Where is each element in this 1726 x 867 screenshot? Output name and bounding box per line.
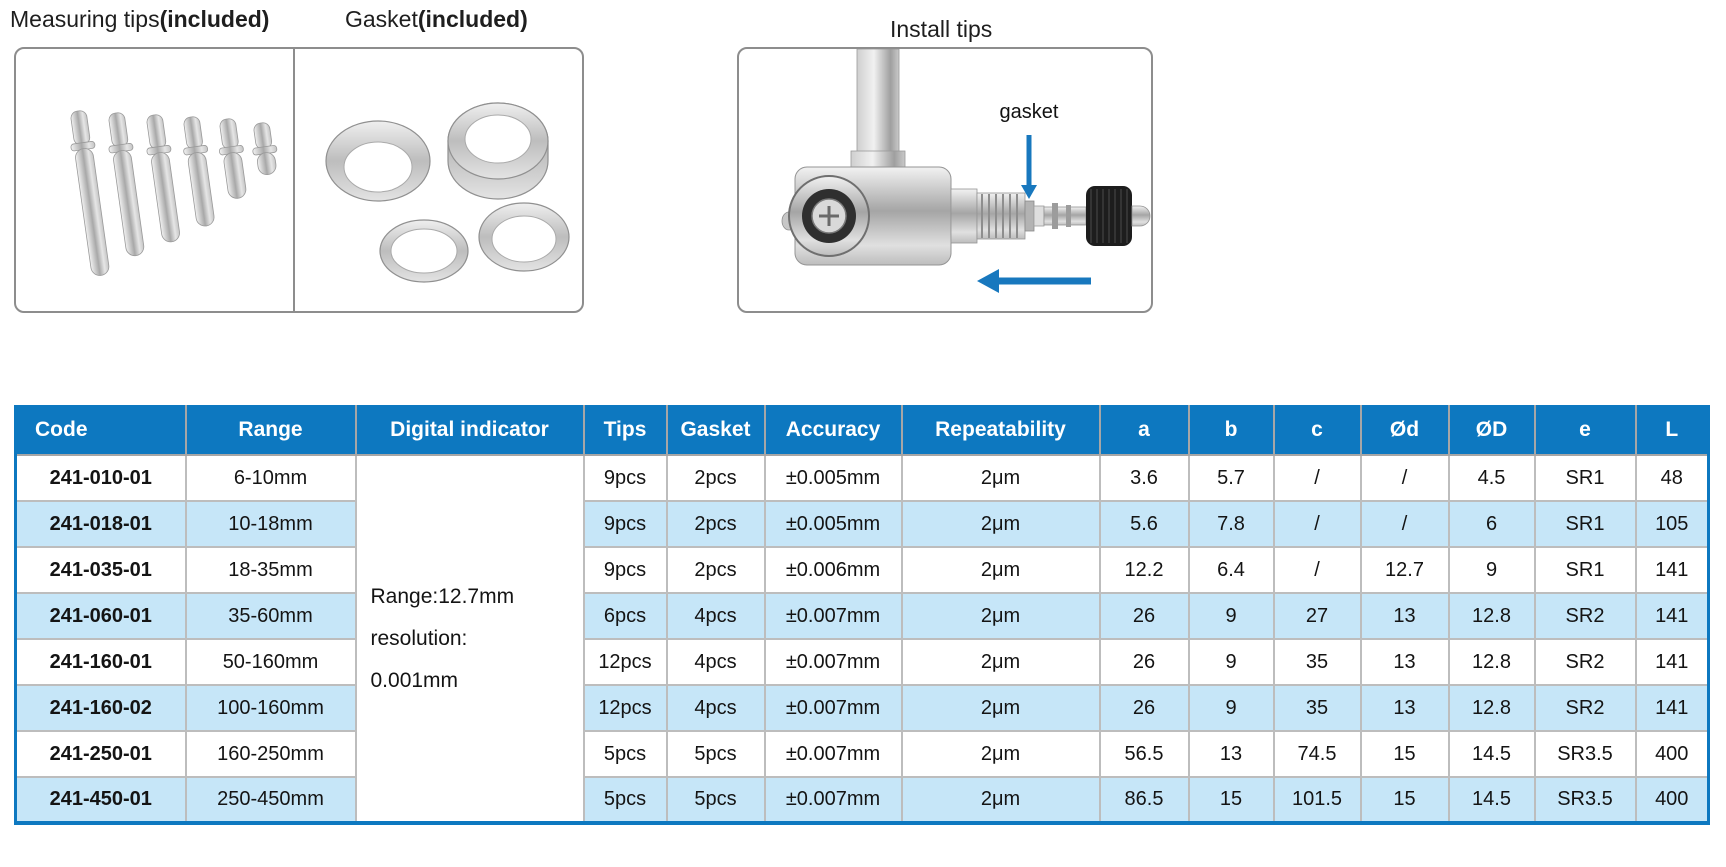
cell-code: 241-035-01	[16, 547, 186, 593]
cell-repeatability: 2μm	[902, 777, 1100, 823]
measuring-tips-photo	[16, 49, 293, 311]
cell-range: 160-250mm	[186, 731, 356, 777]
cell-od-big: 6	[1449, 501, 1535, 547]
table-header-row	[16, 405, 1709, 455]
measuring-pin	[104, 111, 148, 257]
photo-box-divider	[293, 49, 295, 311]
cell-e: SR2	[1535, 639, 1636, 685]
cell-tips: 12pcs	[584, 639, 667, 685]
cell-gasket: 4pcs	[667, 639, 765, 685]
cell-od-small: 13	[1361, 593, 1449, 639]
cell-od-small: /	[1361, 501, 1449, 547]
cell-c: /	[1274, 455, 1361, 501]
instrument-stem	[851, 49, 905, 167]
col-header-b: b	[1189, 405, 1274, 455]
cell-e: SR2	[1535, 685, 1636, 731]
col-header-range: Range	[186, 405, 356, 455]
cell-od-small: 13	[1361, 685, 1449, 731]
cell-code: 241-450-01	[16, 777, 186, 823]
cell-l: 400	[1636, 777, 1709, 823]
table-row	[16, 777, 1709, 823]
cell-od-big: 4.5	[1449, 455, 1535, 501]
col-header-gasket: Gasket	[667, 405, 765, 455]
cell-repeatability: 2μm	[902, 685, 1100, 731]
cell-od-small: 15	[1361, 731, 1449, 777]
cell-b: 5.7	[1189, 455, 1274, 501]
cell-l: 141	[1636, 593, 1709, 639]
measuring-pin	[179, 115, 218, 227]
table-row	[16, 547, 1709, 593]
cell-a: 26	[1100, 639, 1189, 685]
cell-c: 35	[1274, 639, 1361, 685]
cell-repeatability: 2μm	[902, 593, 1100, 639]
cell-od-big: 14.5	[1449, 777, 1535, 823]
cell-tips: 9pcs	[584, 501, 667, 547]
cell-range: 250-450mm	[186, 777, 356, 823]
table-row	[16, 731, 1709, 777]
gasket-ring	[326, 121, 430, 201]
cell-code: 241-160-02	[16, 685, 186, 731]
cell-b: 9	[1189, 593, 1274, 639]
table-row	[16, 593, 1709, 639]
measuring-tips-title-text: Measuring tips	[10, 6, 160, 32]
cell-accuracy: ±0.007mm	[765, 639, 902, 685]
col-header-l: L	[1636, 405, 1709, 455]
gasket-photo	[296, 49, 583, 311]
instrument-body	[782, 167, 951, 265]
col-header-e: e	[1535, 405, 1636, 455]
cell-a: 3.6	[1100, 455, 1189, 501]
table-row	[16, 501, 1709, 547]
measuring-pin	[215, 117, 250, 200]
spec-table	[14, 405, 1710, 825]
cell-c: /	[1274, 547, 1361, 593]
cell-accuracy: ±0.007mm	[765, 777, 902, 823]
cell-accuracy: ±0.007mm	[765, 685, 902, 731]
cell-code: 241-060-01	[16, 593, 186, 639]
cell-tips: 5pcs	[584, 777, 667, 823]
cell-a: 26	[1100, 685, 1189, 731]
cell-e: SR1	[1535, 455, 1636, 501]
cell-b: 6.4	[1189, 547, 1274, 593]
cell-gasket: 4pcs	[667, 685, 765, 731]
cell-gasket: 5pcs	[667, 777, 765, 823]
cell-digital-indicator: Range:12.7mm resolution: 0.001mm	[356, 455, 584, 823]
cell-od-small: /	[1361, 455, 1449, 501]
cell-od-big: 9	[1449, 547, 1535, 593]
instrument-knob	[1086, 186, 1150, 246]
cell-od-small: 12.7	[1361, 547, 1449, 593]
col-header-digital-indicator: Digital indicator	[356, 405, 584, 455]
cell-od-small: 13	[1361, 639, 1449, 685]
cell-b: 7.8	[1189, 501, 1274, 547]
cell-tips: 12pcs	[584, 685, 667, 731]
cell-e: SR1	[1535, 547, 1636, 593]
cell-gasket: 4pcs	[667, 593, 765, 639]
cell-e: SR2	[1535, 593, 1636, 639]
col-header-od-small: Ød	[1361, 405, 1449, 455]
cell-l: 141	[1636, 685, 1709, 731]
cell-od-big: 12.8	[1449, 593, 1535, 639]
cell-tips: 9pcs	[584, 455, 667, 501]
col-header-c: c	[1274, 405, 1361, 455]
install-tips-photo-box	[737, 47, 1153, 313]
cell-c: 27	[1274, 593, 1361, 639]
cell-b: 13	[1189, 731, 1274, 777]
cell-c: 74.5	[1274, 731, 1361, 777]
cell-gasket: 5pcs	[667, 731, 765, 777]
cell-gasket: 2pcs	[667, 455, 765, 501]
cell-accuracy: ±0.006mm	[765, 547, 902, 593]
cell-e: SR3.5	[1535, 731, 1636, 777]
gasket-ring	[448, 103, 548, 199]
cell-repeatability: 2μm	[902, 639, 1100, 685]
cell-od-small: 15	[1361, 777, 1449, 823]
cell-l: 141	[1636, 639, 1709, 685]
table-row	[16, 455, 1709, 501]
cell-a: 12.2	[1100, 547, 1189, 593]
gasket-ring	[380, 220, 468, 282]
measuring-pin	[66, 109, 113, 277]
cell-a: 86.5	[1100, 777, 1189, 823]
cell-range: 18-35mm	[186, 547, 356, 593]
cell-a: 56.5	[1100, 731, 1189, 777]
cell-code: 241-018-01	[16, 501, 186, 547]
gasket-title	[345, 6, 528, 33]
cell-gasket: 2pcs	[667, 501, 765, 547]
cell-accuracy: ±0.007mm	[765, 731, 902, 777]
cell-l: 400	[1636, 731, 1709, 777]
cell-range: 100-160mm	[186, 685, 356, 731]
cell-l: 105	[1636, 501, 1709, 547]
cell-accuracy: ±0.007mm	[765, 593, 902, 639]
cell-code: 241-250-01	[16, 731, 186, 777]
included-parts-photo-box	[14, 47, 584, 313]
cell-code: 241-010-01	[16, 455, 186, 501]
cell-c: 101.5	[1274, 777, 1361, 823]
cell-l: 48	[1636, 455, 1709, 501]
install-direction-arrow	[977, 269, 1091, 293]
cell-b: 15	[1189, 777, 1274, 823]
cell-od-big: 12.8	[1449, 639, 1535, 685]
cell-a: 5.6	[1100, 501, 1189, 547]
cell-range: 6-10mm	[186, 455, 356, 501]
cell-range: 10-18mm	[186, 501, 356, 547]
col-header-a: a	[1100, 405, 1189, 455]
gasket-ring	[479, 203, 569, 271]
cell-accuracy: ±0.005mm	[765, 455, 902, 501]
measuring-pin	[142, 113, 184, 243]
instrument-spindle	[1044, 203, 1086, 229]
cell-b: 9	[1189, 639, 1274, 685]
cell-range: 35-60mm	[186, 593, 356, 639]
instrument-gasket	[1025, 201, 1044, 231]
gasket-callout-label: gasket	[999, 101, 1059, 123]
table-row	[16, 685, 1709, 731]
cell-repeatability: 2μm	[902, 547, 1100, 593]
cell-b: 9	[1189, 685, 1274, 731]
cell-range: 50-160mm	[186, 639, 356, 685]
measuring-tips-title-suffix: (included)	[159, 6, 270, 32]
cell-repeatability: 2μm	[902, 731, 1100, 777]
cell-od-big: 12.8	[1449, 685, 1535, 731]
col-header-accuracy: Accuracy	[765, 405, 902, 455]
install-tips-photo	[739, 49, 1151, 311]
cell-od-big: 14.5	[1449, 731, 1535, 777]
cell-a: 26	[1100, 593, 1189, 639]
measuring-pin	[249, 121, 280, 176]
col-header-tips: Tips	[584, 405, 667, 455]
instrument-thread	[951, 189, 1025, 243]
cell-gasket: 2pcs	[667, 547, 765, 593]
cell-repeatability: 2μm	[902, 455, 1100, 501]
cell-e: SR3.5	[1535, 777, 1636, 823]
col-header-od-big: ØD	[1449, 405, 1535, 455]
col-header-repeatability: Repeatability	[902, 405, 1100, 455]
cell-tips: 6pcs	[584, 593, 667, 639]
gasket-pointer-arrow	[1021, 135, 1037, 199]
cell-tips: 5pcs	[584, 731, 667, 777]
table-row	[16, 639, 1709, 685]
cell-c: 35	[1274, 685, 1361, 731]
cell-accuracy: ±0.005mm	[765, 501, 902, 547]
cell-l: 141	[1636, 547, 1709, 593]
col-header-code: Code	[16, 405, 186, 455]
cell-tips: 9pcs	[584, 547, 667, 593]
cell-e: SR1	[1535, 501, 1636, 547]
cell-c: /	[1274, 501, 1361, 547]
gasket-title-text: Gasket	[345, 6, 418, 32]
measuring-tips-title	[10, 6, 269, 33]
install-tips-title: Install tips	[890, 16, 993, 42]
cell-code: 241-160-01	[16, 639, 186, 685]
cell-repeatability: 2μm	[902, 501, 1100, 547]
gasket-title-suffix: (included)	[417, 6, 528, 32]
spec-table-body	[16, 455, 1709, 823]
